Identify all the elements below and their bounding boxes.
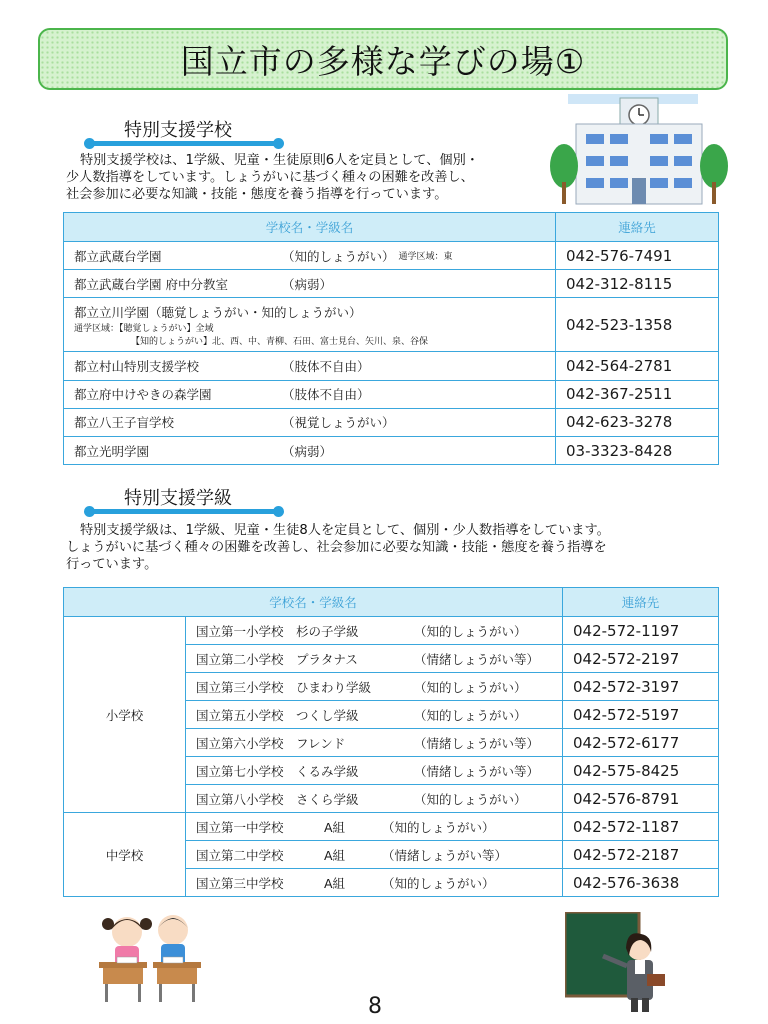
class-type: （知的しょうがい） (382, 875, 495, 891)
page-title-banner (38, 28, 728, 90)
school-name: 都立八王子盲学校 (74, 415, 175, 431)
class-name: 杉の子学級 (296, 623, 359, 639)
school-name: 国立第八小学校 (196, 791, 284, 807)
heading-dot (273, 138, 284, 149)
class-name: A組 (324, 847, 346, 863)
students-illustration (95, 906, 207, 1004)
school-name: 国立第一小学校 (196, 623, 284, 639)
class-type: （知的しょうがい） (414, 791, 527, 807)
class-name: A組 (324, 875, 346, 891)
special-schools-table (63, 212, 719, 465)
group-label-junior: 中学校 (64, 813, 186, 897)
class-name: プラタナス (296, 651, 358, 667)
column-header-contact: 連絡先 (556, 213, 719, 242)
school-name: 都立武蔵台学園 (74, 248, 162, 264)
phone-number: 042-576-3638 (563, 869, 719, 897)
school-note: 通学区域：東 (398, 252, 453, 263)
table-row (64, 270, 719, 298)
table-row (64, 352, 719, 380)
class-type: （情緒しょうがい等） (414, 735, 540, 751)
class-name: ひまわり学級 (296, 679, 372, 695)
phone-number: 042-572-2197 (563, 645, 719, 673)
school-type: （視覚しょうがい） (282, 415, 395, 431)
school-name: 都立武蔵台学園 府中分教室 (74, 276, 228, 292)
school-type: （肢体不自由） (282, 358, 370, 374)
intro-line: 行っています。 (66, 557, 158, 572)
phone-number: 042-575-8425 (563, 757, 719, 785)
school-type: （病弱） (282, 443, 333, 459)
intro-line: しょうがいに基づく種々の困難を改善し、社会参加に必要な知識・技能・態度を養う指導を (66, 540, 607, 555)
table-row (64, 436, 719, 464)
class-name: A組 (324, 819, 346, 835)
class-type: （知的しょうがい） (414, 623, 527, 639)
phone-number: 042-564-2781 (556, 352, 719, 380)
heading-dot (84, 138, 95, 149)
school-name: 国立第六小学校 (196, 735, 284, 751)
class-type: （知的しょうがい） (414, 707, 527, 723)
class-type: （知的しょうがい） (414, 679, 527, 695)
phone-number: 042-572-6177 (563, 729, 719, 757)
phone-number: 042-312-8115 (556, 270, 719, 298)
heading-dot (273, 506, 284, 517)
phone-number: 042-523-1358 (556, 298, 719, 352)
intro-line: 社会参加に必要な知識・技能・態度を養う指導を行っています。 (66, 187, 448, 202)
class-name: くるみ学級 (296, 763, 359, 779)
class-type: （情緒しょうがい等） (382, 847, 508, 863)
phone-number: 042-572-1197 (563, 617, 719, 645)
column-header-name: 学校名・学級名 (64, 588, 563, 617)
class-type: （情緒しょうがい等） (414, 763, 540, 779)
column-header-contact: 連絡先 (563, 588, 719, 617)
section-heading-special-classes (84, 484, 284, 514)
phone-number: 03-3323-8428 (556, 436, 719, 464)
intro-line: 少人数指導をしています。しょうがいに基づく種々の困難を改善し、 (66, 170, 474, 185)
school-type: （知的しょうがい） (282, 248, 395, 264)
section-heading-special-schools (84, 116, 284, 146)
section-heading-label: 特別支援学級 (124, 488, 232, 509)
class-name: つくし学級 (296, 707, 359, 723)
class-type: （知的しょうがい） (382, 819, 495, 835)
school-name: 都立府中けやきの森学園 (74, 387, 212, 403)
page-title: 国立市の多様な学びの場① (180, 41, 586, 81)
intro-line: 特別支援学級は、1学級、児童・生徒8人を定員として、個別・少人数指導をしています。 (80, 523, 610, 538)
heading-underline (88, 141, 278, 146)
phone-number: 042-572-5197 (563, 701, 719, 729)
class-type: （情緒しょうがい等） (414, 651, 540, 667)
phone-number: 042-572-3197 (563, 673, 719, 701)
school-name: 都立光明学園 (74, 443, 150, 459)
school-building-illustration (548, 94, 730, 206)
section1-intro (66, 152, 479, 203)
section-heading-label: 特別支援学校 (124, 120, 232, 141)
table-row (64, 242, 719, 270)
school-name: 国立第五小学校 (196, 707, 284, 723)
table-row (64, 617, 719, 645)
class-name: フレンド (296, 735, 346, 751)
phone-number: 042-367-2511 (556, 380, 719, 408)
class-name: さくら学級 (296, 791, 359, 807)
school-name: 都立立川学園（聴覚しょうがい・知的しょうがい） (74, 304, 362, 320)
table-row (64, 408, 719, 436)
school-type: （病弱） (282, 276, 333, 292)
school-name: 国立第一中学校 (196, 819, 284, 835)
phone-number: 042-576-7491 (556, 242, 719, 270)
school-name: 国立第七小学校 (196, 763, 284, 779)
table-row (64, 298, 719, 352)
section2-intro (66, 522, 610, 573)
school-name: 都立村山特別支援学校 (74, 358, 200, 374)
school-name: 国立第三中学校 (196, 875, 284, 891)
school-name: 国立第二小学校 (196, 651, 284, 667)
table-row (64, 813, 719, 841)
heading-dot (84, 506, 95, 517)
table-row (64, 380, 719, 408)
group-label-elementary: 小学校 (64, 617, 186, 813)
school-name: 国立第三小学校 (196, 679, 284, 695)
phone-number: 042-576-8791 (563, 785, 719, 813)
teacher-illustration (565, 912, 673, 1014)
page-number: 8 (368, 994, 382, 1019)
special-classes-table (63, 587, 719, 897)
school-note: 通学区域：【聴覚しょうがい】全域 (74, 323, 214, 334)
phone-number: 042-623-3278 (556, 408, 719, 436)
school-type: （肢体不自由） (282, 387, 370, 403)
phone-number: 042-572-2187 (563, 841, 719, 869)
school-name: 国立第二中学校 (196, 847, 284, 863)
heading-underline (88, 509, 278, 514)
phone-number: 042-572-1187 (563, 813, 719, 841)
school-note: 【知的しょうがい】北、西、中、青柳、石田、富士見台、矢川、泉、谷保 (131, 336, 429, 347)
intro-line: 特別支援学校は、1学級、児童・生徒原則6人を定員として、個別・ (80, 153, 479, 168)
column-header-name: 学校名・学級名 (64, 213, 556, 242)
